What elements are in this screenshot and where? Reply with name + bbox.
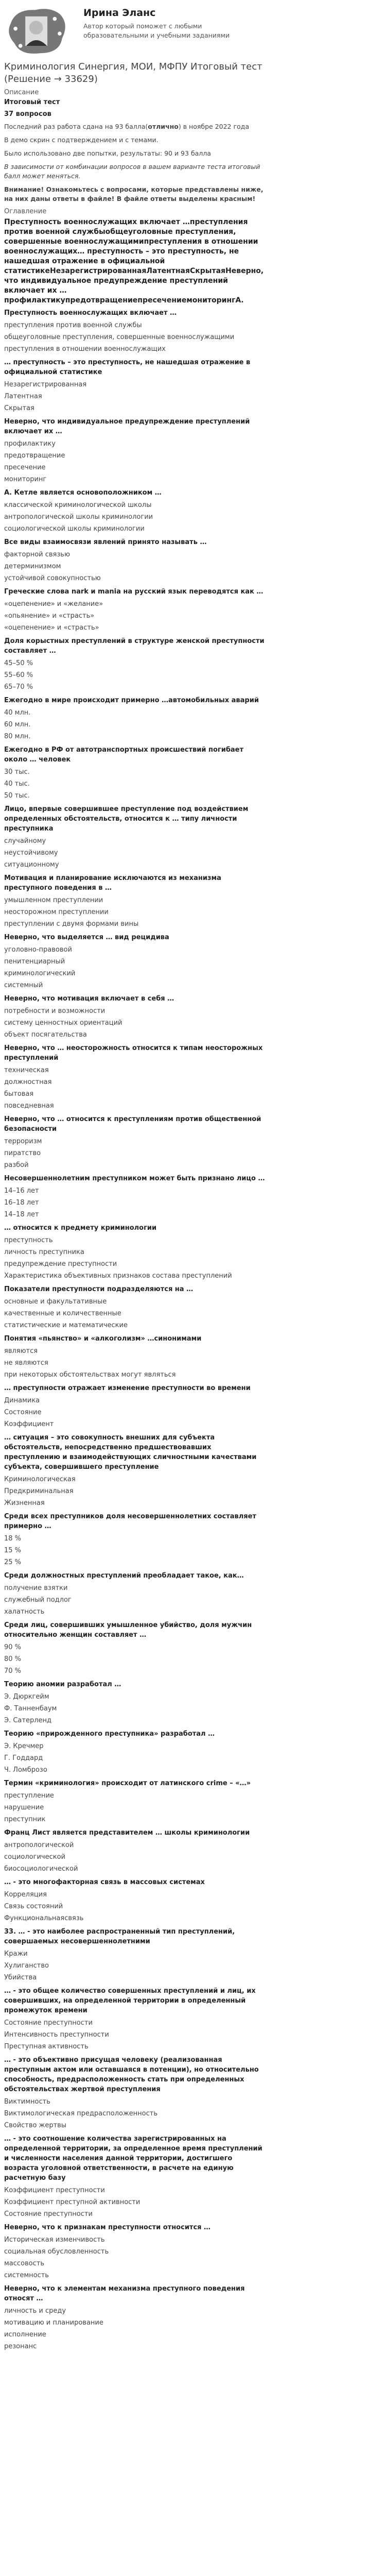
last-result-suffix: ) в ноябре 2022 года: [178, 123, 249, 130]
page-title: Криминология Синергия, МОИ, МФПУ Итоговый тест (Решение → 33629): [4, 61, 262, 84]
answer-option: 16–18 лет: [4, 1199, 39, 1207]
question-text: Неверно, что выделяется … вид рецидива: [4, 934, 169, 941]
question-block: [4, 1620, 267, 1677]
answer-option: общеуголовные преступления, совершенные военнослужащими: [4, 333, 235, 341]
question-block: [4, 994, 267, 1041]
question-block: [4, 2223, 267, 2281]
answer-option: Хулиганство: [4, 1962, 49, 1970]
answer-option: преступления против военной службы: [4, 321, 142, 329]
warning: Внимание! Ознакомьтесь с вопросами, которые представлены ниже, на них даны ответы в файле! В файле ответы выделены красным!: [4, 185, 264, 202]
answer-option: Корреляция: [4, 1891, 47, 1899]
answer-option: 14–16 лет: [4, 1187, 39, 1195]
answer-option: систему ценностных ориентаций: [4, 1019, 122, 1027]
answer-option: 25 %: [4, 1558, 22, 1566]
question-text: Теорию «прирожденного преступника» разработал …: [4, 1730, 215, 1738]
answer-option: исполнение: [4, 2331, 46, 2338]
answer-option: 45–50 %: [4, 659, 33, 667]
answer-option: Кражи: [4, 1950, 28, 1958]
question-block: [4, 933, 267, 991]
question-block: [4, 1433, 267, 1509]
answer-option: предотвращение: [4, 452, 65, 460]
question-block: [4, 1986, 267, 2053]
question-block: [4, 804, 267, 871]
answer-option: нарушение: [4, 1804, 44, 1811]
question-text: Греческие слова nark и mania на русский язык переводятся как …: [4, 588, 264, 596]
question-block: [4, 1223, 267, 1282]
answer-option: при некоторых обстоятельствах могут являться: [4, 1371, 176, 1379]
answer-option: 30 тыс.: [4, 768, 30, 776]
question-block: [4, 1383, 267, 1430]
answer-option: 40 тыс.: [4, 780, 30, 788]
question-block: [4, 358, 267, 414]
question-block: [4, 1778, 267, 1825]
answer-option: Жизненная: [4, 1499, 45, 1507]
answer-option: ситуационному: [4, 861, 59, 869]
question-block: [4, 308, 267, 355]
author-name[interactable]: Ирина Эланс: [83, 7, 156, 19]
answer-option: Скрытая: [4, 404, 34, 412]
answer-option: Динамика: [4, 1397, 40, 1404]
answer-option: факторной связью: [4, 551, 70, 558]
variation-note: В зависимости от комбинации вопросов в вашем варианте теста итоговый балл может меняться.: [4, 163, 260, 180]
question-text: Несовершеннолетним преступником может быть признано лицо …: [4, 1175, 265, 1182]
question-text: … - это объективно присущая человеку (реализованная преступным актом или оставшаяся в потенции), но относительно способность, предрасположенность стать при определенных обстоятельствах жертвой преступления: [4, 2056, 259, 2093]
question-block: [4, 1334, 267, 1381]
answer-option: социологической школы криминологии: [4, 525, 145, 533]
answer-option: классической криминологической школы: [4, 501, 152, 509]
answer-option: Связь состояний: [4, 1903, 63, 1910]
answer-option: должностная: [4, 1078, 52, 1086]
answer-option: неосторожном преступлении: [4, 908, 109, 916]
answer-option: 50 тыс.: [4, 792, 30, 800]
question-block: [4, 745, 267, 802]
final-test-heading: Итоговый тест: [4, 98, 60, 106]
answer-option: техническая: [4, 1066, 49, 1074]
question-count: 37 вопросов: [4, 110, 51, 118]
question-text: Среди лиц, совершивших умышленное убийство, доля мужчин относительно женщин составляет …: [4, 1621, 252, 1639]
answer-option: «оцепенение» и «страсть»: [4, 624, 99, 632]
question-text: Франц Лист является представителем … школы криминологии: [4, 1829, 250, 1837]
question-text: Мотивация и планирование исключаются из механизма преступного поведения в …: [4, 874, 221, 892]
question-block: [4, 587, 267, 634]
question-block: [4, 1512, 267, 1568]
answer-option: разбой: [4, 1161, 29, 1169]
answer-option: системность: [4, 2272, 49, 2279]
answer-option: 15 %: [4, 1547, 22, 1554]
question-block: [4, 873, 267, 930]
answer-option: Интенсивность преступности: [4, 2031, 109, 2039]
question-text: Теорию аномии разработал …: [4, 1681, 121, 1688]
answer-option: массовость: [4, 2260, 45, 2267]
question-block: [4, 1284, 267, 1331]
question-block: [4, 1571, 267, 1618]
answer-option: Характеристика объективных признаков состава преступлений: [4, 1272, 232, 1280]
answer-option: не являются: [4, 1359, 48, 1367]
answer-option: Состояние преступности: [4, 2210, 93, 2218]
question-block: [4, 2134, 267, 2220]
answer-option: статистические и математические: [4, 1321, 128, 1329]
answer-option: 14–18 лет: [4, 1211, 39, 1218]
answer-option: Ф. Танненбаум: [4, 1705, 57, 1713]
answer-option: бытовая: [4, 1090, 34, 1098]
question-text: … - это общее количество совершенных преступлений и лиц, их совершивших, на определенной территории в определенный промежуток времени: [4, 1987, 256, 2014]
question-text: … - это соотношение количества зарегистрированных на определенной территории, за определенное время преступлений и численности населения данной территории, достигшего возраста уголовной ответственности, в расчете на единую расчетную базу: [4, 2135, 262, 2182]
question-text: … преступности отражает изменение преступности во времени: [4, 1384, 251, 1392]
answer-option: Историческая изменчивость: [4, 2236, 105, 2244]
toc-label: Оглавление: [4, 208, 47, 215]
question-block: [4, 696, 267, 742]
answer-option: объект посягательства: [4, 1031, 87, 1039]
question-block: [4, 1174, 267, 1221]
question-text: Понятия «пьянство» и «алкоголизм» …синонимами: [4, 1335, 202, 1343]
question-text: А. Кетле является основоположником …: [4, 489, 162, 497]
question-block: [4, 488, 267, 535]
answer-option: терроризм: [4, 1138, 42, 1145]
question-list: [4, 308, 267, 2352]
answer-option: Преступная активность: [4, 2043, 89, 2050]
question-block: [4, 1043, 267, 1112]
answer-option: личность и среду: [4, 2307, 66, 2315]
answer-option: потребности и возможности: [4, 1007, 106, 1015]
question-text: Все виды взаимосвязи явлений принято называть …: [4, 538, 207, 546]
answer-option: умышленном преступлении: [4, 896, 103, 904]
question-text: Среди всех преступников доля несовершеннолетних составляет примерно …: [4, 1513, 256, 1530]
answer-option: Виктимность: [4, 2098, 50, 2106]
answer-option: 65–70 %: [4, 683, 33, 691]
answer-option: Состояние: [4, 1409, 42, 1416]
question-text: 33. … - это наиболее распространенный тип преступлений, совершаемых несовершеннолетними: [4, 1928, 235, 1945]
answer-option: Предкриминальная: [4, 1487, 74, 1495]
answer-option: биосоциологической: [4, 1865, 78, 1873]
question-text: Неверно, что мотивация включает в себя …: [4, 995, 174, 1003]
question-block: [4, 1828, 267, 1875]
answer-option: преступник: [4, 1816, 46, 1823]
answer-option: Латентная: [4, 393, 42, 400]
question-text: Лицо, впервые совершившее преступление под воздействием определенных обстоятельств, относится к … типу личности преступника: [4, 805, 249, 833]
answer-option: 90 %: [4, 1643, 22, 1651]
answer-option: «опьянение» и «страсть»: [4, 612, 95, 620]
answer-option: пресечение: [4, 464, 46, 471]
question-text: Показатели преступности подразделяются на …: [4, 1285, 194, 1293]
question-text: Неверно, что … неосторожность относится к типам неосторожных преступлений: [4, 1044, 263, 1062]
last-result: [4, 122, 267, 131]
question-text: Неверно, что к признакам преступности относится …: [4, 2224, 211, 2231]
answer-option: социологической: [4, 1853, 65, 1861]
author-card: [4, 3, 267, 59]
answer-option: устойчивой совокупностью: [4, 574, 101, 582]
question-block: [4, 1729, 267, 1776]
last-result-grade: отлично: [148, 123, 179, 130]
answer-option: Свойство жертвы: [4, 2122, 67, 2129]
answer-option: мотивацию и планирование: [4, 2319, 103, 2327]
answer-option: Э. Кречмер: [4, 1742, 44, 1750]
answer-option: 60 млн.: [4, 721, 31, 728]
answer-option: Ч. Ломброзо: [4, 1766, 47, 1774]
answer-option: 80 %: [4, 1655, 22, 1663]
question-text: Неверно, что … относится к преступлениям против общественной безопасности: [4, 1115, 261, 1133]
question-block: [4, 417, 267, 485]
answer-option: пенитенциарный: [4, 958, 65, 965]
answer-option: основные и факультативные: [4, 1298, 107, 1306]
question-text: Среди должностных преступлений преобладает такое, как…: [4, 1572, 244, 1580]
answer-option: преступления в отношении военнослужащих: [4, 345, 166, 353]
answer-option: халатность: [4, 1608, 45, 1616]
answer-option: антропологической школы криминологии: [4, 513, 153, 521]
question-block: [4, 1114, 267, 1171]
question-block: [4, 537, 267, 584]
answer-option: Г. Годдард: [4, 1754, 43, 1762]
answer-option: преступлении с двумя формами вины: [4, 920, 139, 928]
answer-option: Коэффициент преступности: [4, 2187, 105, 2194]
answer-option: Виктимологическая предрасположенность: [4, 2110, 158, 2117]
question-text: Термин «криминология» происходит от латинского crime – «…»: [4, 1780, 251, 1787]
answer-option: Незарегистрированная: [4, 381, 87, 388]
question-block: [4, 1927, 267, 1984]
author-description: Автор который поможет с любыми образовательными и учебными заданиями: [83, 22, 230, 39]
answer-option: получение взятки: [4, 1584, 68, 1592]
answer-option: Функциональнаясвязь: [4, 1914, 84, 1922]
question-text: Неверно, что к элементам механизма преступного поведения относят …: [4, 2285, 245, 2302]
question-block: [4, 1877, 267, 1924]
answer-option: преступление: [4, 1792, 54, 1800]
last-result-prefix: Последний раз работа сдана на 93 балла(: [4, 123, 148, 130]
answer-option: Состояние преступности: [4, 2019, 93, 2027]
question-text: Неверно, что индивидуальное предупреждение преступлений включает их …: [4, 418, 250, 435]
question-text: Преступность военнослужащих включает …: [4, 309, 177, 317]
answer-option: служебный подлог: [4, 1596, 72, 1604]
question-text: Доля корыстных преступлений в структуре женской преступности составляет …: [4, 637, 265, 655]
question-block: [4, 2284, 267, 2352]
attempts-note: Было использовано две попытки, результаты: 90 и 93 балла: [4, 149, 211, 157]
answer-option: неустойчивому: [4, 849, 58, 857]
toc-text: Преступность военнослужащих включает …преступления против военной службыобщеуголовные преступления, совершенные военнослужащимипреступления в отношении военнослужащих… преступность – это преступность, не нашедшая отражение в официальной статистикеНезарегистрированнаяЛатентнаяСкрытаяНеверно, что индивидуальное предупреждение преступлений включает их …профилактикупредотвращениепресечениемониторингА.: [4, 218, 264, 304]
answer-option: резонанс: [4, 2343, 37, 2350]
answer-option: 70 %: [4, 1667, 22, 1675]
answer-option: уголовно-правовой: [4, 946, 72, 954]
answer-option: криминологический: [4, 970, 76, 977]
question-text: Ежегодно в мире происходит примерно …автомобильных аварий: [4, 697, 259, 704]
answer-option: личность преступника: [4, 1248, 84, 1256]
answer-option: 80 млн.: [4, 733, 31, 740]
answer-option: качественные и количественные: [4, 1310, 121, 1317]
answer-option: социальная обусловленность: [4, 2248, 109, 2256]
demo-note: В демо скрин с подтверждением и с темами.: [4, 136, 159, 144]
answer-option: 18 %: [4, 1535, 22, 1543]
answer-option: повседневная: [4, 1102, 54, 1110]
answer-option: случайному: [4, 837, 46, 845]
question-text: … ситуация – это совокупность внешних для субъекта обстоятельств, непосредственно предшествовавших преступлению и взаимодействующих сличностными качествами субъекта, совершившего преступление: [4, 1434, 257, 1471]
description-label: Описание: [4, 89, 39, 96]
answer-option: предупреждение преступности: [4, 1260, 117, 1268]
answer-option: антропологической: [4, 1841, 74, 1849]
answer-option: преступность: [4, 1236, 53, 1244]
answer-option: мониторинг: [4, 476, 47, 483]
question-text: Ежегодно в РФ от автотранспортных происшествий погибает около … человек: [4, 746, 244, 764]
answer-option: профилактику: [4, 440, 56, 448]
question-block: [4, 636, 267, 693]
answer-option: Коэффициент преступной активности: [4, 2198, 141, 2206]
question-text: … преступность – это преступность, не нашедшая отражение в официальной статистике: [4, 359, 251, 376]
answer-option: Убийства: [4, 1974, 37, 1981]
answer-option: 40 млн.: [4, 709, 31, 717]
answer-option: являются: [4, 1347, 38, 1355]
question-text: … - это многофакторная связь в массовых системах: [4, 1878, 205, 1886]
answer-option: 55–60 %: [4, 671, 33, 679]
answer-option: системный: [4, 981, 43, 989]
question-block: [4, 2055, 267, 2131]
answer-option: пиратство: [4, 1149, 41, 1157]
answer-option: Коэффициент: [4, 1420, 54, 1428]
answer-option: Криминологическая: [4, 1476, 76, 1483]
answer-option: Э. Сатерленд: [4, 1717, 52, 1724]
author-avatar[interactable]: [4, 4, 71, 56]
question-text: … относится к предмету криминологии: [4, 1224, 157, 1232]
answer-option: «оцепенение» и «желание»: [4, 600, 103, 608]
answer-option: Э. Дюркгейм: [4, 1693, 49, 1701]
answer-option: детерминизмом: [4, 563, 61, 570]
question-block: [4, 1680, 267, 1726]
